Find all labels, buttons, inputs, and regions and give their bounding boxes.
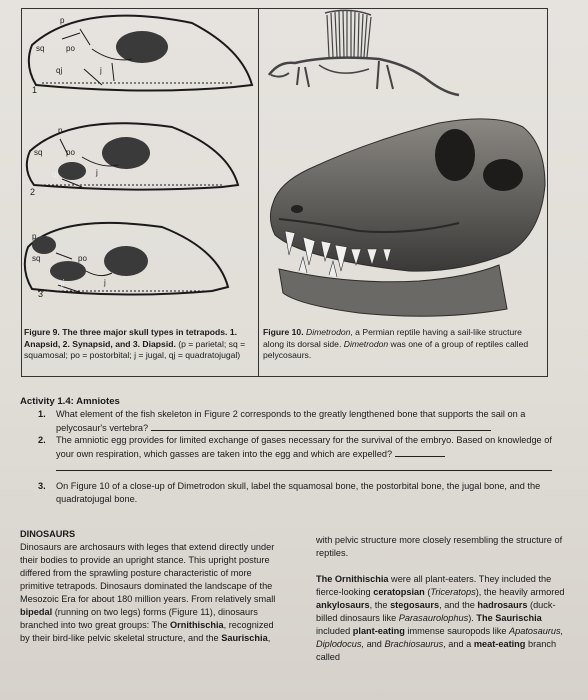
label-j: j — [100, 66, 102, 75]
ornithischia-paragraph — [316, 573, 568, 664]
text: (duck-billed dinosaurs like — [316, 600, 556, 623]
label-qj: qj — [58, 278, 65, 287]
question-number: 1. — [38, 409, 46, 419]
caption-text: , a Permian reptile having a sail-like structure along its dorsal side. — [263, 327, 522, 349]
bold-term: hadrosaurs — [477, 600, 528, 610]
question-number: 3. — [38, 481, 46, 491]
label-qj: qj — [52, 170, 59, 179]
bold-term: The Ornithischia — [316, 574, 389, 584]
bold-term: meat-eating — [473, 639, 526, 649]
continued-text: with pelvic structure more closely resembling the structure of reptiles. — [316, 535, 563, 558]
dinosaurs-paragraph — [20, 541, 284, 645]
italic-term: Parasaurolophus — [398, 613, 469, 623]
figure9-caption — [24, 327, 256, 362]
figure9-skull-diagrams — [22, 9, 258, 325]
text: ( — [424, 587, 431, 597]
bold-term: ankylosaurs — [316, 600, 370, 610]
question-text: On Figure 10 of a close-up of Dimetrodon skull, label the squamosal bone, the postorbital bone, the jugal bone, and the quadratojugal bone. — [56, 481, 541, 504]
skull-synapsid — [27, 123, 238, 197]
skull-anapsid — [29, 16, 252, 95]
dimetrodon-skull — [270, 119, 545, 316]
skull-number: 1 — [32, 85, 38, 95]
caption-bold: Figure 9. The three major skull types in tetrapods. 1. Anapsid, 2. Synapsid, and 3. Diapsid. — [24, 327, 237, 349]
dinosaurs-left-column — [20, 528, 284, 645]
label-sq: sq — [32, 254, 41, 263]
text: ). — [468, 613, 477, 623]
bold-term: bipedal — [20, 607, 53, 617]
bold-term: The Saurischia — [476, 613, 542, 623]
bold-term: Ornithischia — [170, 620, 224, 630]
dinosaurs-right-column — [316, 534, 568, 664]
text: , — [267, 633, 271, 643]
question-text: The amniotic egg provides for limited exchange of gases necessary for the survival of the embryo. Based on knowledge of your own respiration, which gasses are taken into the egg and which are expelled? — [56, 435, 552, 459]
skull-number: 3 — [38, 289, 44, 299]
answer-line[interactable] — [56, 470, 552, 471]
caption-italic: Dimetrodon — [305, 327, 351, 337]
label-p: p — [58, 126, 63, 135]
skull-diapsid — [25, 223, 228, 299]
italic-term: Brachiosaurus — [384, 639, 444, 649]
caption-bold: Figure 10. — [263, 327, 304, 337]
answer-line[interactable] — [151, 421, 491, 431]
question-number: 2. — [38, 435, 46, 445]
question-3 — [38, 480, 566, 505]
bold-term: Saurischia — [221, 633, 268, 643]
text: and — [364, 639, 385, 649]
label-j: j — [104, 278, 106, 287]
section-heading: DINOSAURS — [20, 529, 76, 539]
answer-line[interactable] — [395, 447, 445, 457]
text: immense sauropods like — [404, 626, 510, 636]
label-p: p — [32, 232, 37, 241]
label-po: po — [66, 44, 75, 53]
label-qj: qj — [56, 66, 63, 75]
italic-term: Apatosaurus, Diplodocus, — [316, 626, 564, 649]
question-2 — [38, 434, 566, 460]
text: (running on two legs) forms (Figure 11), dinosaurs branched into two great groups: The — [20, 607, 258, 630]
label-j: j — [96, 168, 98, 177]
text: Dinosaurs are archosaurs with leges that extend directly under their bodies to provide an upright stance. This upright posture differed from the sprawling posture characteristic of more primitive tetrapods. Dinosaurs dominated the landscape of the Mesozoic Era for about 180 million years. From relatively small — [20, 542, 276, 604]
question-text: What element of the fish skeleton in Figure 2 corresponds to the greatly lengthened bone that supports the sail on a pelycosaur's vertebra? — [56, 409, 526, 433]
question-1 — [38, 408, 566, 434]
caption-text: (p = parietal; sq = squamosal; po = postorbital; j = jugal, qj = quadratojugal) — [24, 338, 246, 360]
bold-term: ceratopsian — [373, 587, 425, 597]
text: , and the — [439, 600, 478, 610]
text: were all plant-eaters. They included the fierce-looking — [316, 574, 552, 597]
label-po: po — [78, 254, 87, 263]
figure10-caption — [263, 327, 545, 362]
bold-term: stegosaurs — [390, 600, 440, 610]
label-sq: sq — [34, 148, 43, 157]
activity-title: Activity 1.4: Amniotes — [20, 396, 120, 407]
text: branch called — [316, 639, 557, 662]
label-sq: sq — [36, 44, 45, 53]
label-po: po — [66, 148, 75, 157]
figure10-dimetrodon-illustration — [259, 9, 547, 325]
text: ), the heavily armored — [475, 587, 565, 597]
text: , recognized by their bird-like pelvic skeletal structure, and the — [20, 620, 274, 643]
caption-italic: Dimetrodon — [343, 338, 389, 349]
italic-term: Triceratops — [430, 587, 476, 597]
skull-number: 2 — [30, 187, 36, 197]
text: included — [316, 626, 353, 636]
label-p: p — [60, 16, 65, 25]
caption-text: was one of a group of reptiles called pelycosaurs. — [263, 338, 529, 360]
text: , the — [369, 600, 391, 610]
dimetrodon-skeleton — [269, 10, 459, 95]
bold-term: plant-eating — [352, 626, 405, 636]
text: , and a — [443, 639, 474, 649]
